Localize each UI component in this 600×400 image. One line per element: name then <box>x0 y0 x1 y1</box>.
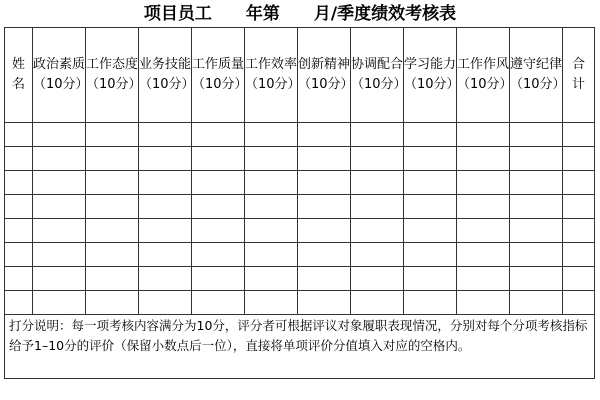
score-cell[interactable] <box>351 267 404 291</box>
score-cell[interactable] <box>404 147 457 171</box>
total-cell[interactable] <box>563 219 595 243</box>
score-cell[interactable] <box>192 171 245 195</box>
total-cell[interactable] <box>563 291 595 315</box>
score-cell[interactable] <box>139 123 192 147</box>
total-cell[interactable] <box>563 171 595 195</box>
score-cell[interactable] <box>510 195 563 219</box>
score-cell[interactable] <box>33 243 86 267</box>
score-cell[interactable] <box>33 267 86 291</box>
col-header-work-attitude: 工作态度（10分） <box>86 28 139 123</box>
score-cell[interactable] <box>351 243 404 267</box>
name-cell[interactable] <box>5 291 33 315</box>
col-header-learning-ability: 学习能力（10分） <box>404 28 457 123</box>
table-row <box>5 195 595 219</box>
col-header-work-efficiency: 工作效率（10分） <box>245 28 298 123</box>
score-cell[interactable] <box>351 123 404 147</box>
score-cell[interactable] <box>33 195 86 219</box>
score-cell[interactable] <box>86 291 139 315</box>
score-cell[interactable] <box>245 171 298 195</box>
name-cell[interactable] <box>5 171 33 195</box>
score-cell[interactable] <box>139 171 192 195</box>
score-cell[interactable] <box>33 171 86 195</box>
total-cell[interactable] <box>563 123 595 147</box>
score-cell[interactable] <box>139 267 192 291</box>
col-header-innovation: 创新精神（10分） <box>298 28 351 123</box>
score-cell[interactable] <box>192 243 245 267</box>
total-cell[interactable] <box>563 195 595 219</box>
table-row <box>5 171 595 195</box>
total-cell[interactable] <box>563 147 595 171</box>
score-cell[interactable] <box>86 195 139 219</box>
score-cell[interactable] <box>404 291 457 315</box>
score-cell[interactable] <box>192 147 245 171</box>
score-cell[interactable] <box>404 171 457 195</box>
note-row <box>5 315 595 379</box>
col-header-political-quality: 政治素质（10分） <box>33 28 86 123</box>
score-cell[interactable] <box>298 123 351 147</box>
score-cell[interactable] <box>245 243 298 267</box>
score-cell[interactable] <box>404 195 457 219</box>
name-cell[interactable] <box>5 123 33 147</box>
table-row <box>5 243 595 267</box>
score-cell[interactable] <box>457 171 510 195</box>
score-cell[interactable] <box>510 171 563 195</box>
score-cell[interactable] <box>245 123 298 147</box>
table-row <box>5 123 595 147</box>
score-cell[interactable] <box>351 195 404 219</box>
name-cell[interactable] <box>5 219 33 243</box>
score-cell[interactable] <box>510 267 563 291</box>
score-cell[interactable] <box>139 243 192 267</box>
score-cell[interactable] <box>510 147 563 171</box>
score-cell[interactable] <box>139 291 192 315</box>
col-header-business-skill: 业务技能（10分） <box>139 28 192 123</box>
score-cell[interactable] <box>351 291 404 315</box>
col-header-coordination: 协调配合（10分） <box>351 28 404 123</box>
score-cell[interactable] <box>33 147 86 171</box>
score-cell[interactable] <box>86 267 139 291</box>
score-cell[interactable] <box>192 291 245 315</box>
score-cell[interactable] <box>192 267 245 291</box>
score-cell[interactable] <box>86 171 139 195</box>
score-cell[interactable] <box>245 267 298 291</box>
col-header-work-style: 工作作风（10分） <box>457 28 510 123</box>
score-cell[interactable] <box>298 171 351 195</box>
total-cell[interactable] <box>563 243 595 267</box>
form-title: 项目员工 年第 月/季度绩效考核表 <box>143 4 457 24</box>
score-cell[interactable] <box>139 219 192 243</box>
table-row <box>5 219 595 243</box>
col-header-name: 姓名 <box>5 28 33 123</box>
table-row <box>5 267 595 291</box>
name-cell[interactable] <box>5 243 33 267</box>
score-cell[interactable] <box>510 123 563 147</box>
score-cell[interactable] <box>351 171 404 195</box>
score-cell[interactable] <box>86 123 139 147</box>
score-cell[interactable] <box>245 291 298 315</box>
name-cell[interactable] <box>5 195 33 219</box>
score-cell[interactable] <box>510 219 563 243</box>
score-cell[interactable] <box>298 195 351 219</box>
score-cell[interactable] <box>457 219 510 243</box>
score-cell[interactable] <box>192 195 245 219</box>
name-cell[interactable] <box>5 267 33 291</box>
header-row <box>5 28 595 123</box>
score-cell[interactable] <box>33 291 86 315</box>
score-cell[interactable] <box>457 195 510 219</box>
score-cell[interactable] <box>457 267 510 291</box>
scoring-note: 打分说明：每一项考核内容满分为10分，评分者可根据评议对象履职表现情况，分别对每个分项考核指标给予1–10分的评价（保留小数点后一位），直接将单项评价分值填入对应的空格内。 <box>5 315 595 379</box>
score-cell[interactable] <box>298 219 351 243</box>
score-cell[interactable] <box>86 147 139 171</box>
score-cell[interactable] <box>245 195 298 219</box>
score-cell[interactable] <box>192 123 245 147</box>
score-cell[interactable] <box>245 147 298 171</box>
score-cell[interactable] <box>510 291 563 315</box>
score-cell[interactable] <box>298 267 351 291</box>
col-header-work-quality: 工作质量（10分） <box>192 28 245 123</box>
score-cell[interactable] <box>192 219 245 243</box>
score-cell[interactable] <box>298 291 351 315</box>
score-cell[interactable] <box>457 243 510 267</box>
col-header-discipline: 遵守纪律（10分） <box>510 28 563 123</box>
table-row <box>5 147 595 171</box>
score-cell[interactable] <box>139 147 192 171</box>
score-cell[interactable] <box>351 147 404 171</box>
score-cell[interactable] <box>457 291 510 315</box>
score-cell[interactable] <box>33 219 86 243</box>
score-cell[interactable] <box>86 243 139 267</box>
score-cell[interactable] <box>245 219 298 243</box>
score-cell[interactable] <box>404 243 457 267</box>
score-cell[interactable] <box>457 147 510 171</box>
score-cell[interactable] <box>510 243 563 267</box>
score-cell[interactable] <box>298 147 351 171</box>
score-cell[interactable] <box>139 195 192 219</box>
score-cell[interactable] <box>404 219 457 243</box>
name-cell[interactable] <box>5 147 33 171</box>
total-cell[interactable] <box>563 267 595 291</box>
score-rows <box>5 123 595 315</box>
score-cell[interactable] <box>457 123 510 147</box>
table-row <box>5 291 595 315</box>
score-cell[interactable] <box>298 243 351 267</box>
score-cell[interactable] <box>351 219 404 243</box>
col-header-total: 合计 <box>563 28 595 123</box>
score-cell[interactable] <box>86 219 139 243</box>
appraisal-table <box>4 27 595 379</box>
score-cell[interactable] <box>404 267 457 291</box>
score-cell[interactable] <box>404 123 457 147</box>
score-cell[interactable] <box>33 123 86 147</box>
